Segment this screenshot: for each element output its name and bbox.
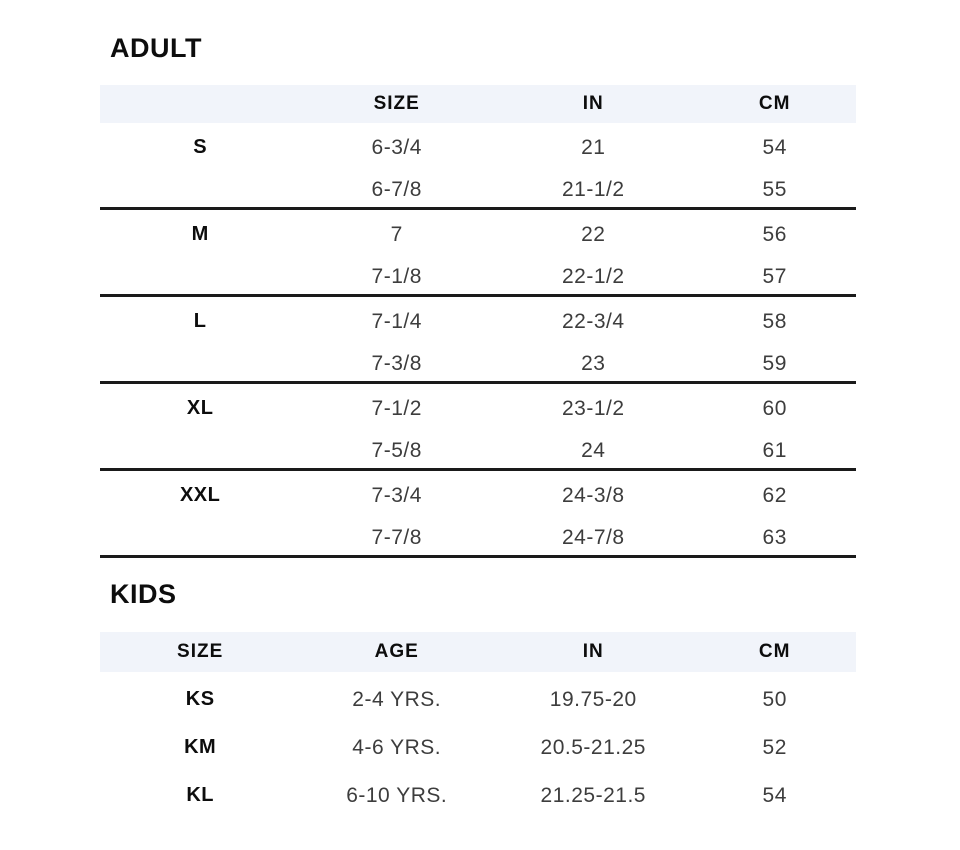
kids-size-label: KL — [186, 784, 214, 806]
cm-value: 55 — [693, 165, 856, 209]
cm-value: 63 — [693, 513, 856, 557]
kids-size-label: KS — [185, 688, 215, 710]
kids-col-header-in: IN — [493, 632, 693, 672]
size-value: 7-7/8 — [300, 513, 493, 557]
adult-col-header-size: SIZE — [300, 85, 493, 123]
in-value: 21.25-21.5 — [540, 783, 646, 807]
size-group-label: M — [191, 223, 209, 245]
adult-col-header-in: IN — [493, 85, 693, 123]
table-row — [100, 339, 856, 383]
size-group-label: XL — [186, 397, 214, 419]
size-group-label: L — [193, 310, 207, 332]
table-row — [100, 720, 856, 768]
cm-value: 59 — [693, 339, 856, 383]
cm-value: 54 — [762, 783, 787, 807]
cm-value: 58 — [762, 309, 787, 333]
cm-value: 62 — [762, 483, 787, 507]
table-row — [100, 296, 856, 340]
kids-col-header-size: SIZE — [100, 632, 300, 672]
cm-value: 56 — [762, 222, 787, 246]
table-row — [100, 383, 856, 427]
cm-value: 52 — [762, 735, 787, 759]
adult-header-row — [100, 85, 856, 123]
size-value: 7-1/4 — [371, 309, 422, 333]
table-row — [100, 426, 856, 470]
kids-col-header-age: AGE — [300, 632, 493, 672]
size-group-label — [100, 513, 300, 557]
age-value: 2-4 YRS. — [352, 687, 442, 711]
size-value: 6-3/4 — [371, 135, 422, 159]
in-value: 21 — [581, 135, 606, 159]
table-row — [100, 470, 856, 514]
size-group-label: XXL — [179, 484, 221, 506]
table-row — [100, 165, 856, 209]
kids-size-label: KM — [184, 736, 217, 758]
size-group-label — [100, 165, 300, 209]
size-group-label — [100, 252, 300, 296]
age-value: 4-6 YRS. — [352, 735, 442, 759]
in-value: 22 — [581, 222, 606, 246]
adult-section-title: ADULT — [110, 33, 202, 63]
in-value: 20.5-21.25 — [540, 735, 646, 759]
size-value: 7 — [390, 222, 403, 246]
age-value: 6-10 YRS. — [346, 783, 448, 807]
in-value: 19.75-20 — [549, 687, 637, 711]
kids-section-title: KIDS — [110, 579, 177, 609]
size-group-label — [100, 339, 300, 383]
cm-value: 61 — [693, 426, 856, 470]
in-value: 23 — [493, 339, 693, 383]
size-group-label — [100, 426, 300, 470]
adult-col-header-cm: CM — [693, 85, 856, 123]
size-value: 7-3/4 — [371, 483, 422, 507]
size-value: 7-3/8 — [300, 339, 493, 383]
in-value: 23-1/2 — [561, 396, 625, 420]
kids-col-header-cm: CM — [693, 632, 856, 672]
size-group-label: S — [193, 136, 208, 158]
size-value: 6-7/8 — [300, 165, 493, 209]
in-value: 21-1/2 — [493, 165, 693, 209]
cm-value: 54 — [762, 135, 787, 159]
in-value: 24-7/8 — [493, 513, 693, 557]
table-row — [100, 123, 856, 165]
size-value: 7-1/8 — [300, 252, 493, 296]
in-value: 22-3/4 — [561, 309, 625, 333]
in-value: 24-3/8 — [561, 483, 625, 507]
adult-col-header-blank — [100, 85, 300, 123]
table-row — [100, 209, 856, 253]
table-row — [100, 768, 856, 816]
cm-value: 60 — [762, 396, 787, 420]
kids-header-row — [100, 632, 856, 672]
size-value: 7-5/8 — [300, 426, 493, 470]
adult-size-table — [100, 85, 856, 558]
cm-value: 50 — [762, 687, 787, 711]
size-value: 7-1/2 — [371, 396, 422, 420]
cm-value: 57 — [693, 252, 856, 296]
in-value: 22-1/2 — [493, 252, 693, 296]
kids-size-table — [100, 632, 856, 816]
table-row — [100, 672, 856, 720]
table-row — [100, 513, 856, 557]
table-row — [100, 252, 856, 296]
in-value: 24 — [493, 426, 693, 470]
